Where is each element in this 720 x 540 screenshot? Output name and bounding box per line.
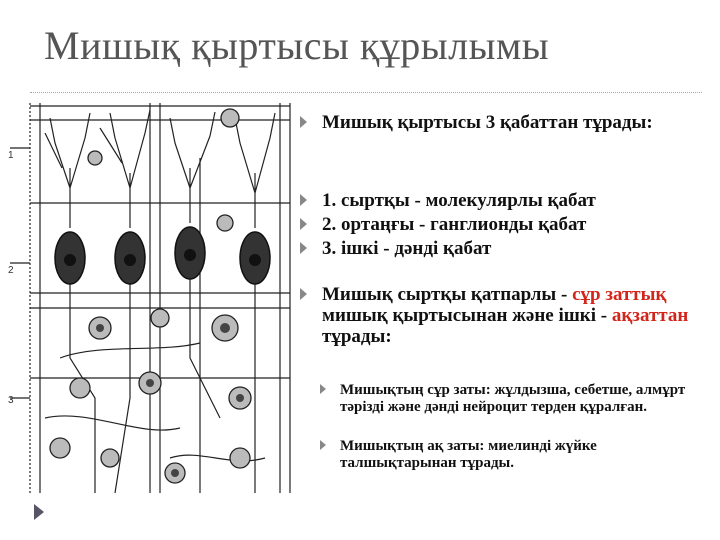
sub-bullet-grey-matter [320, 382, 705, 416]
bullet-text: 3. ішкі - дәнді қабат [322, 238, 492, 259]
bullet-layer-3 [300, 238, 491, 259]
layer-label-1: 1 [8, 150, 14, 161]
bullet-text: 2. ортаңғы - ганглионды қабат [322, 214, 587, 235]
white-matter-highlight: ақзаттан [611, 305, 689, 326]
bullet-text [322, 284, 705, 347]
bullet-arrow-icon [320, 384, 326, 394]
bullet-arrow-icon [300, 242, 307, 254]
bullet-layer-1 [300, 190, 596, 211]
bullet-text: Мишықтың сұр заты: жұлдызша, себетше, алмұрт тәрізді және дәнді нейроцит терден құралған. [340, 382, 686, 415]
bullet-arrow-icon [300, 116, 307, 128]
title-divider [30, 92, 702, 93]
bullet-layer-2 [300, 214, 586, 235]
bullet-text: Мишықтың ақ заты: миелинді жүйке талшықтарынан тұрады. [340, 438, 597, 471]
bullet-text: Мишық қыртысы 3 қабаттан тұрады: [322, 112, 653, 133]
grey-matter-highlight: сұр заттық [572, 284, 667, 305]
bullet-arrow-icon [320, 440, 326, 450]
bullet-structure [300, 112, 653, 133]
bullet-arrow-icon [300, 218, 307, 230]
navigation-arrow-icon[interactable] [34, 504, 44, 520]
cerebellar-cortex-illustration [0, 98, 300, 498]
layer-label-2: 2 [8, 265, 14, 276]
text-segment: Мишық сыртқы қатпарлы - [322, 284, 573, 305]
slide-title: Мишық қыртысы құрылымы [44, 23, 550, 68]
bullet-arrow-icon [300, 194, 307, 206]
text-segment: мишық қыртысынан және ішкі - [322, 305, 612, 326]
text-segment: тұрады: [322, 326, 392, 347]
layer-label-3: 3 [8, 395, 14, 406]
bullet-text: 1. сыртқы - молекулярлы қабат [322, 190, 596, 211]
sub-bullet-white-matter [320, 438, 705, 472]
bullet-matter [300, 284, 705, 347]
bullet-arrow-icon [300, 288, 307, 300]
